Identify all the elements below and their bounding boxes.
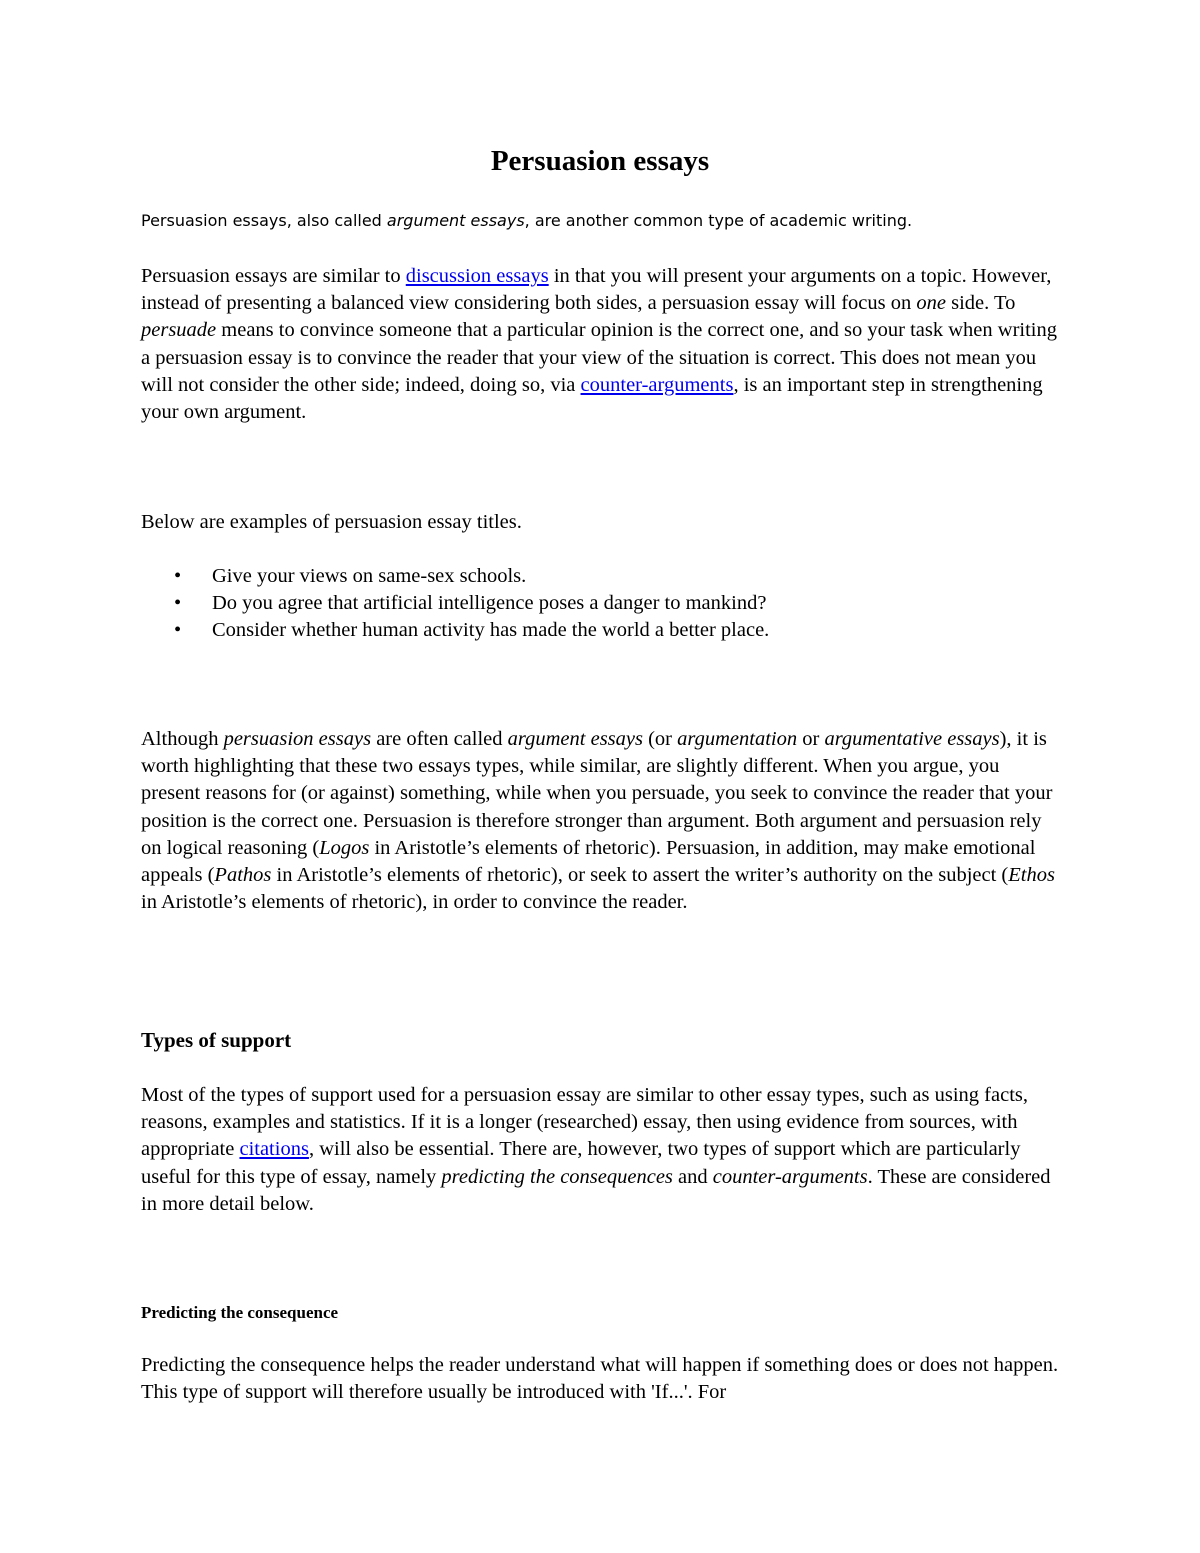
emphasis: argumentative essays: [824, 728, 1000, 750]
document-title: Persuasion essays: [490, 145, 710, 177]
list-item: [141, 590, 1061, 617]
list-item: [141, 563, 1061, 590]
intro-text: , are another common type of academic writing.: [524, 211, 913, 230]
bullet-icon: •: [174, 592, 182, 615]
bullet-icon: •: [174, 619, 182, 642]
text-run: are often called: [371, 728, 508, 750]
emphasis: persuasion essays: [223, 728, 372, 750]
text-run: side. To: [946, 292, 1016, 315]
text-run: means to convince someone that a particular opinion is the correct one, and so your task when writing a persuasion essay is to convince the reader that your view of the situation is correct. This does not mean you will not consider the other side; indeed, doing so, via: [141, 319, 1057, 396]
list-item-text: Consider whether human activity has made the world a better place.: [212, 619, 770, 642]
text-run: , will also be essential. There are, however, two types of support which are particularly useful for this type of essay, namely: [141, 1138, 1021, 1188]
emphasis: persuade: [141, 319, 217, 342]
list-item-text: Give your views on same-sex schools.: [212, 565, 527, 587]
intro-paragraph: [141, 209, 1061, 233]
examples-list: [141, 563, 1061, 645]
emphasis: predicting the consequences: [441, 1165, 673, 1188]
emphasis: argument essays: [507, 728, 643, 750]
citations-link[interactable]: citations: [239, 1138, 309, 1161]
paragraph-overview: [141, 263, 1061, 426]
heading-types-of-support: Types of support: [141, 1028, 292, 1052]
emphasis: counter-arguments: [712, 1165, 868, 1188]
bullet-icon: •: [174, 565, 182, 587]
text-run: and: [672, 1165, 713, 1188]
heading-predicting-consequence: Predicting the consequence: [141, 1303, 339, 1322]
examples-intro: Below are examples of persuasion essay titles.: [141, 511, 522, 533]
paragraph-argument-vs-persuasion: [141, 726, 1061, 916]
text-run: . These are considered in more detail below.: [141, 1165, 1051, 1215]
list-item-text: Do you agree that artificial intelligence poses a danger to mankind?: [212, 592, 767, 615]
paragraph-types-of-support: [141, 1082, 1061, 1218]
emphasis: Pathos: [214, 864, 272, 887]
text-run: ), it is worth highlighting that these two essays types, while similar, are slightly different. When you argue, you present reasons for (or against) something, while when you persuade, you seek to convince the reader that your position is the correct one. Persuasion is therefore stronger than argument. Both argument and persuasion rely on logical reasoning (: [141, 728, 1053, 859]
intro-text: Persuasion essays, also called: [141, 211, 387, 230]
text-run: in Aristotle’s elements of rhetoric). Persuasion, in addition, may make emotional appeals (: [141, 836, 1036, 887]
text-run: , is an important step in strengthening your own argument.: [141, 373, 1043, 424]
list-item: [141, 617, 1061, 644]
text-run: or: [797, 728, 825, 750]
emphasis: Logos: [319, 836, 370, 859]
emphasis: Ethos: [1008, 864, 1055, 887]
text-run: Most of the types of support used for a persuasion essay are similar to other essay types, such as using facts, reasons, examples and statistics. If it is a longer (researched) essay, then using evidence from sources, with appropriate: [141, 1084, 1029, 1161]
discussion-essays-link[interactable]: discussion essays: [405, 265, 549, 287]
text-run: Although: [141, 728, 224, 750]
text-run: in Aristotle’s elements of rhetoric), in order to convince the reader.: [141, 891, 688, 914]
emphasis: argumentation: [677, 728, 798, 750]
text-run: Persuasion essays are similar to: [141, 265, 406, 287]
text-run: in that you will present your arguments on a topic. However, instead of presenting a balanced view considering both sides, a persuasion essay will focus on: [141, 265, 1052, 315]
text-run: (or: [642, 728, 678, 750]
text-run: in Aristotle’s elements of rhetoric), or seek to assert the writer’s authority on the subject (: [271, 864, 1009, 887]
paragraph-predicting-consequence: Predicting the consequence helps the reader understand what will happen if something does or does not happen. This type of support will therefore usually be introduced with 'If...'. For: [141, 1354, 1059, 1404]
intro-emphasis: argument essays: [386, 211, 525, 230]
counter-arguments-link[interactable]: counter-arguments: [580, 373, 734, 396]
emphasis: one: [916, 292, 946, 315]
